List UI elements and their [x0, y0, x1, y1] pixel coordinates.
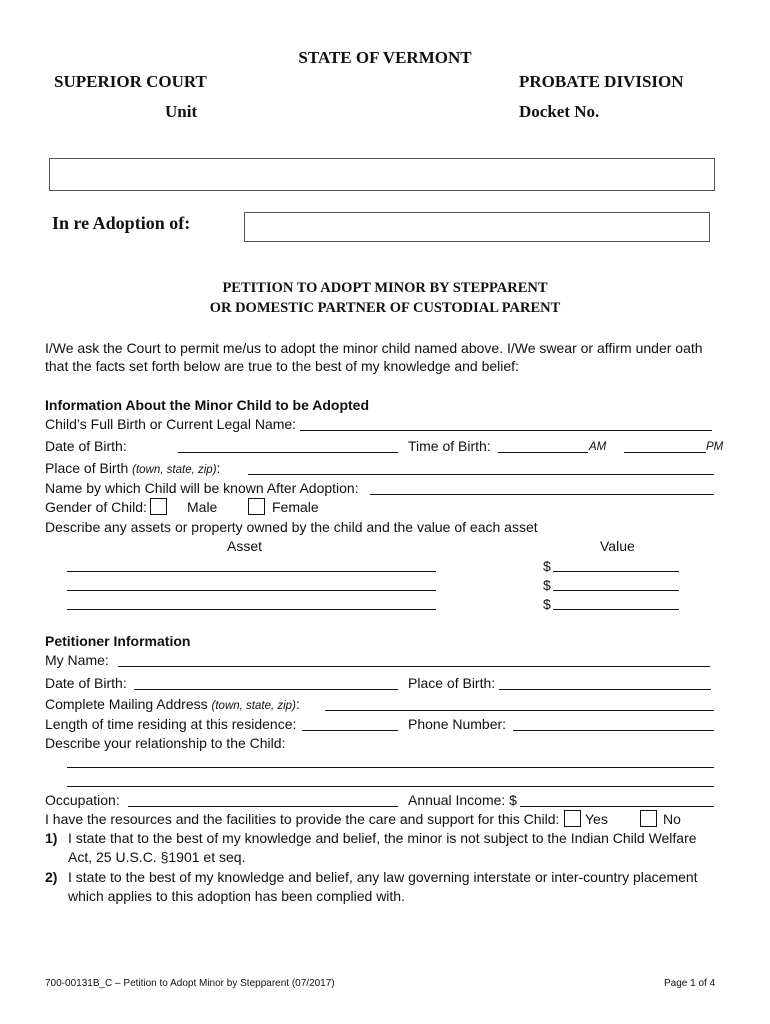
division-name: PROBATE DIVISION [519, 72, 684, 91]
docket-label: Docket No. [519, 102, 600, 121]
occupation-field[interactable] [128, 806, 398, 807]
male-label: Male [187, 499, 218, 515]
phone-field[interactable] [513, 730, 714, 731]
asset-field-1[interactable] [67, 571, 436, 572]
am-label: AM [589, 441, 607, 453]
child-known-name-field[interactable] [370, 494, 714, 495]
female-label: Female [272, 499, 319, 515]
relationship-label: Describe your relationship to the Child: [45, 735, 286, 751]
resources-no-checkbox[interactable] [640, 810, 657, 827]
dollar-sign: $ [543, 558, 551, 574]
statement-2-line2: which applies to this adoption has been complied with. [68, 888, 405, 904]
child-known-name-label: Name by which Child will be known After Adoption: [45, 480, 359, 496]
resources-yes-checkbox[interactable] [564, 810, 581, 827]
male-checkbox[interactable] [150, 498, 167, 515]
my-name-field[interactable] [118, 666, 710, 667]
petition-title-line1: PETITION TO ADOPT MINOR BY STEPPARENT [222, 280, 548, 296]
child-pob-field[interactable] [248, 474, 714, 475]
statement-2-line1: I state to the best of my knowledge and belief, any law governing interstate or inter-country placement [68, 869, 698, 885]
relationship-field-2[interactable] [67, 786, 714, 787]
income-label: Annual Income: $ [408, 792, 517, 808]
value-field-3[interactable] [553, 609, 679, 610]
asset-field-2[interactable] [67, 590, 436, 591]
child-dob-field[interactable] [178, 452, 398, 453]
child-gender-label: Gender of Child: [45, 499, 147, 515]
address-field[interactable] [325, 710, 714, 711]
petition-title-line2: OR DOMESTIC PARTNER OF CUSTODIAL PARENT [209, 300, 561, 316]
child-tob-label: Time of Birth: [408, 438, 491, 454]
child-section-heading: Information About the Minor Child to be Adopted [45, 397, 370, 413]
intro-line1: I/We ask the Court to permit me/us to adopt the minor child named above. I/We swear or affirm under oath [45, 340, 703, 356]
child-name-field[interactable] [244, 212, 710, 242]
statement-1-line2: Act, 25 U.S.C. §1901 et seq. [68, 849, 246, 865]
my-name-label: My Name: [45, 652, 109, 668]
dollar-sign: $ [543, 577, 551, 593]
petitioner-section-heading: Petitioner Information [45, 633, 191, 649]
court-info-field[interactable] [49, 158, 715, 191]
relationship-field-1[interactable] [67, 767, 714, 768]
yes-label: Yes [585, 811, 608, 827]
resources-label: I have the resources and the facilities to provide the care and support for this Child: [45, 811, 560, 827]
value-field-2[interactable] [553, 590, 679, 591]
income-field[interactable] [520, 806, 714, 807]
pm-label: PM [706, 441, 724, 453]
intro-line2: that the facts set forth below are true to the best of my knowledge and belief: [45, 358, 519, 374]
form-id: 700-00131B_C – Petition to Adopt Minor by Stepparent (07/2017) [45, 978, 335, 989]
asset-column-header: Asset [227, 538, 263, 554]
state-title: STATE OF VERMONT [298, 48, 472, 67]
adoption-label: In re Adoption of: [52, 213, 191, 233]
court-name: SUPERIOR COURT [54, 72, 207, 91]
residence-length-field[interactable] [302, 730, 398, 731]
female-checkbox[interactable] [248, 498, 265, 515]
petitioner-dob-label: Date of Birth: [45, 675, 127, 691]
child-full-name-label: Child’s Full Birth or Current Legal Name: [45, 416, 297, 432]
dollar-sign: $ [543, 596, 551, 612]
residence-length-label: Length of time residing at this residence: [45, 716, 297, 732]
petitioner-dob-field[interactable] [134, 689, 398, 690]
value-column-header: Value [600, 538, 635, 554]
petitioner-pob-label: Place of Birth: [408, 675, 496, 691]
address-hint: (town, state, zip) [211, 700, 296, 712]
statement-1-line1: I state that to the best of my knowledge and belief, the minor is not subject to the Indian Child Welfare [68, 830, 697, 846]
value-field-1[interactable] [553, 571, 679, 572]
no-label: No [663, 811, 681, 827]
assets-description: Describe any assets or property owned by the child and the value of each asset [45, 519, 538, 535]
child-pob-label: Place of Birth (town, state, zip): [45, 460, 221, 476]
child-dob-label: Date of Birth: [45, 438, 127, 454]
child-pob-hint: (town, state, zip) [132, 464, 217, 476]
page-number: Page 1 of 4 [664, 978, 716, 989]
petitioner-pob-field[interactable] [499, 689, 711, 690]
child-tob-pm-field[interactable] [624, 452, 706, 453]
phone-label: Phone Number: [408, 716, 507, 732]
unit-label: Unit [165, 102, 198, 121]
statement-2-number: 2) [45, 869, 58, 885]
child-tob-am-field[interactable] [498, 452, 588, 453]
occupation-label: Occupation: [45, 792, 120, 808]
child-full-name-field[interactable] [300, 430, 712, 431]
asset-field-3[interactable] [67, 609, 436, 610]
address-label: Complete Mailing Address (town, state, zip): [45, 696, 300, 712]
statement-1-number: 1) [45, 830, 58, 846]
